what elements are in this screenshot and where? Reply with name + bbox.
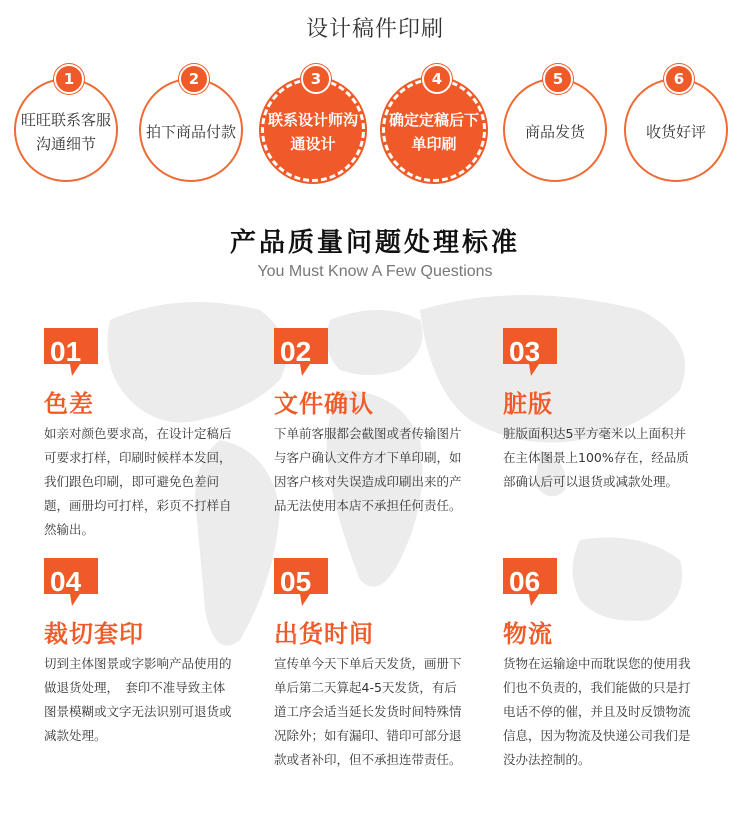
section-title: 产品质量问题处理标准 <box>229 228 520 258</box>
card-dirty-plate <box>503 328 703 548</box>
card-text: 下单前客服都会截图或者传输图片与客户确认文件方才下单印刷，如因客户核对失误造成印刷出来的产品无法使用本店不承担任何责任。 <box>274 426 462 513</box>
step-3 <box>258 62 378 182</box>
step-number: 6 <box>664 64 694 94</box>
card-file-confirm <box>274 328 474 548</box>
step-label: 拍下商品付款 <box>145 123 236 141</box>
section-subtitle: You Must Know A Few Questions <box>257 263 493 280</box>
card-shipping-time <box>274 558 474 808</box>
step-number: 2 <box>179 64 209 94</box>
process-steps <box>0 62 750 192</box>
step-label: 确定定稿后下单印刷 <box>388 111 479 153</box>
card-text: 切到主体图景或字影响产品使用的做退货处理， 套印不准导致主体图景模糊或文字无法识别可退货或减款处理。 <box>44 656 232 743</box>
card-number: 02 <box>280 336 312 367</box>
step-6 <box>621 62 741 182</box>
page-title: 设计稿件印刷 <box>305 17 444 42</box>
card-cutting-overprint <box>44 558 244 798</box>
card-number: 01 <box>50 336 82 367</box>
step-label: 收货好评 <box>645 123 706 141</box>
card-number: 05 <box>280 566 312 597</box>
card-text: 脏版面积达5平方毫米以上面积并在主体图景上100%存在，经品质部确认后可以退货或减款处理。 <box>503 426 689 489</box>
card-number: 04 <box>50 566 82 597</box>
card-title: 裁切套印 <box>44 620 144 648</box>
card-title: 出货时间 <box>274 620 374 648</box>
card-number: 06 <box>509 566 541 597</box>
card-text: 如亲对颜色要求高，在设计定稿后可要求打样，印刷时候样本发回，我们跟色印刷，即可避免色差问题，画册均可打样，彩页不打样自然输出。 <box>44 426 232 537</box>
step-label: 旺旺联系客服沟通细节 <box>20 111 111 153</box>
card-number: 03 <box>509 336 541 367</box>
step-number: 4 <box>422 64 452 94</box>
step-5 <box>500 62 620 182</box>
step-number: 3 <box>301 64 331 94</box>
card-text: 宣传单今天下单后天发货，画册下单后第二天算起4-5天发货，有后道工序会适当延长发货时间特殊情况除外；如有漏印、错印可部分退款或者补印，但不承担连带责任。 <box>274 656 462 767</box>
card-text: 货物在运输途中而耽误您的使用我们也不负责的，我们能做的只是打电话不停的催，并且及时反馈物流信息，因为物流及快递公司我们是没办法控制的。 <box>503 656 691 767</box>
card-title: 文件确认 <box>274 390 374 418</box>
card-title: 脏版 <box>503 390 553 418</box>
step-number: 1 <box>54 64 84 94</box>
card-title: 色差 <box>44 390 94 418</box>
step-1 <box>11 62 131 182</box>
step-2 <box>136 62 256 182</box>
step-4 <box>379 62 499 182</box>
step-label: 联系设计师沟通设计 <box>267 111 358 153</box>
step-number: 5 <box>543 64 573 94</box>
card-title: 物流 <box>503 620 553 648</box>
card-logistics <box>503 558 703 798</box>
card-color-difference <box>44 328 244 548</box>
step-label: 商品发货 <box>524 123 585 141</box>
